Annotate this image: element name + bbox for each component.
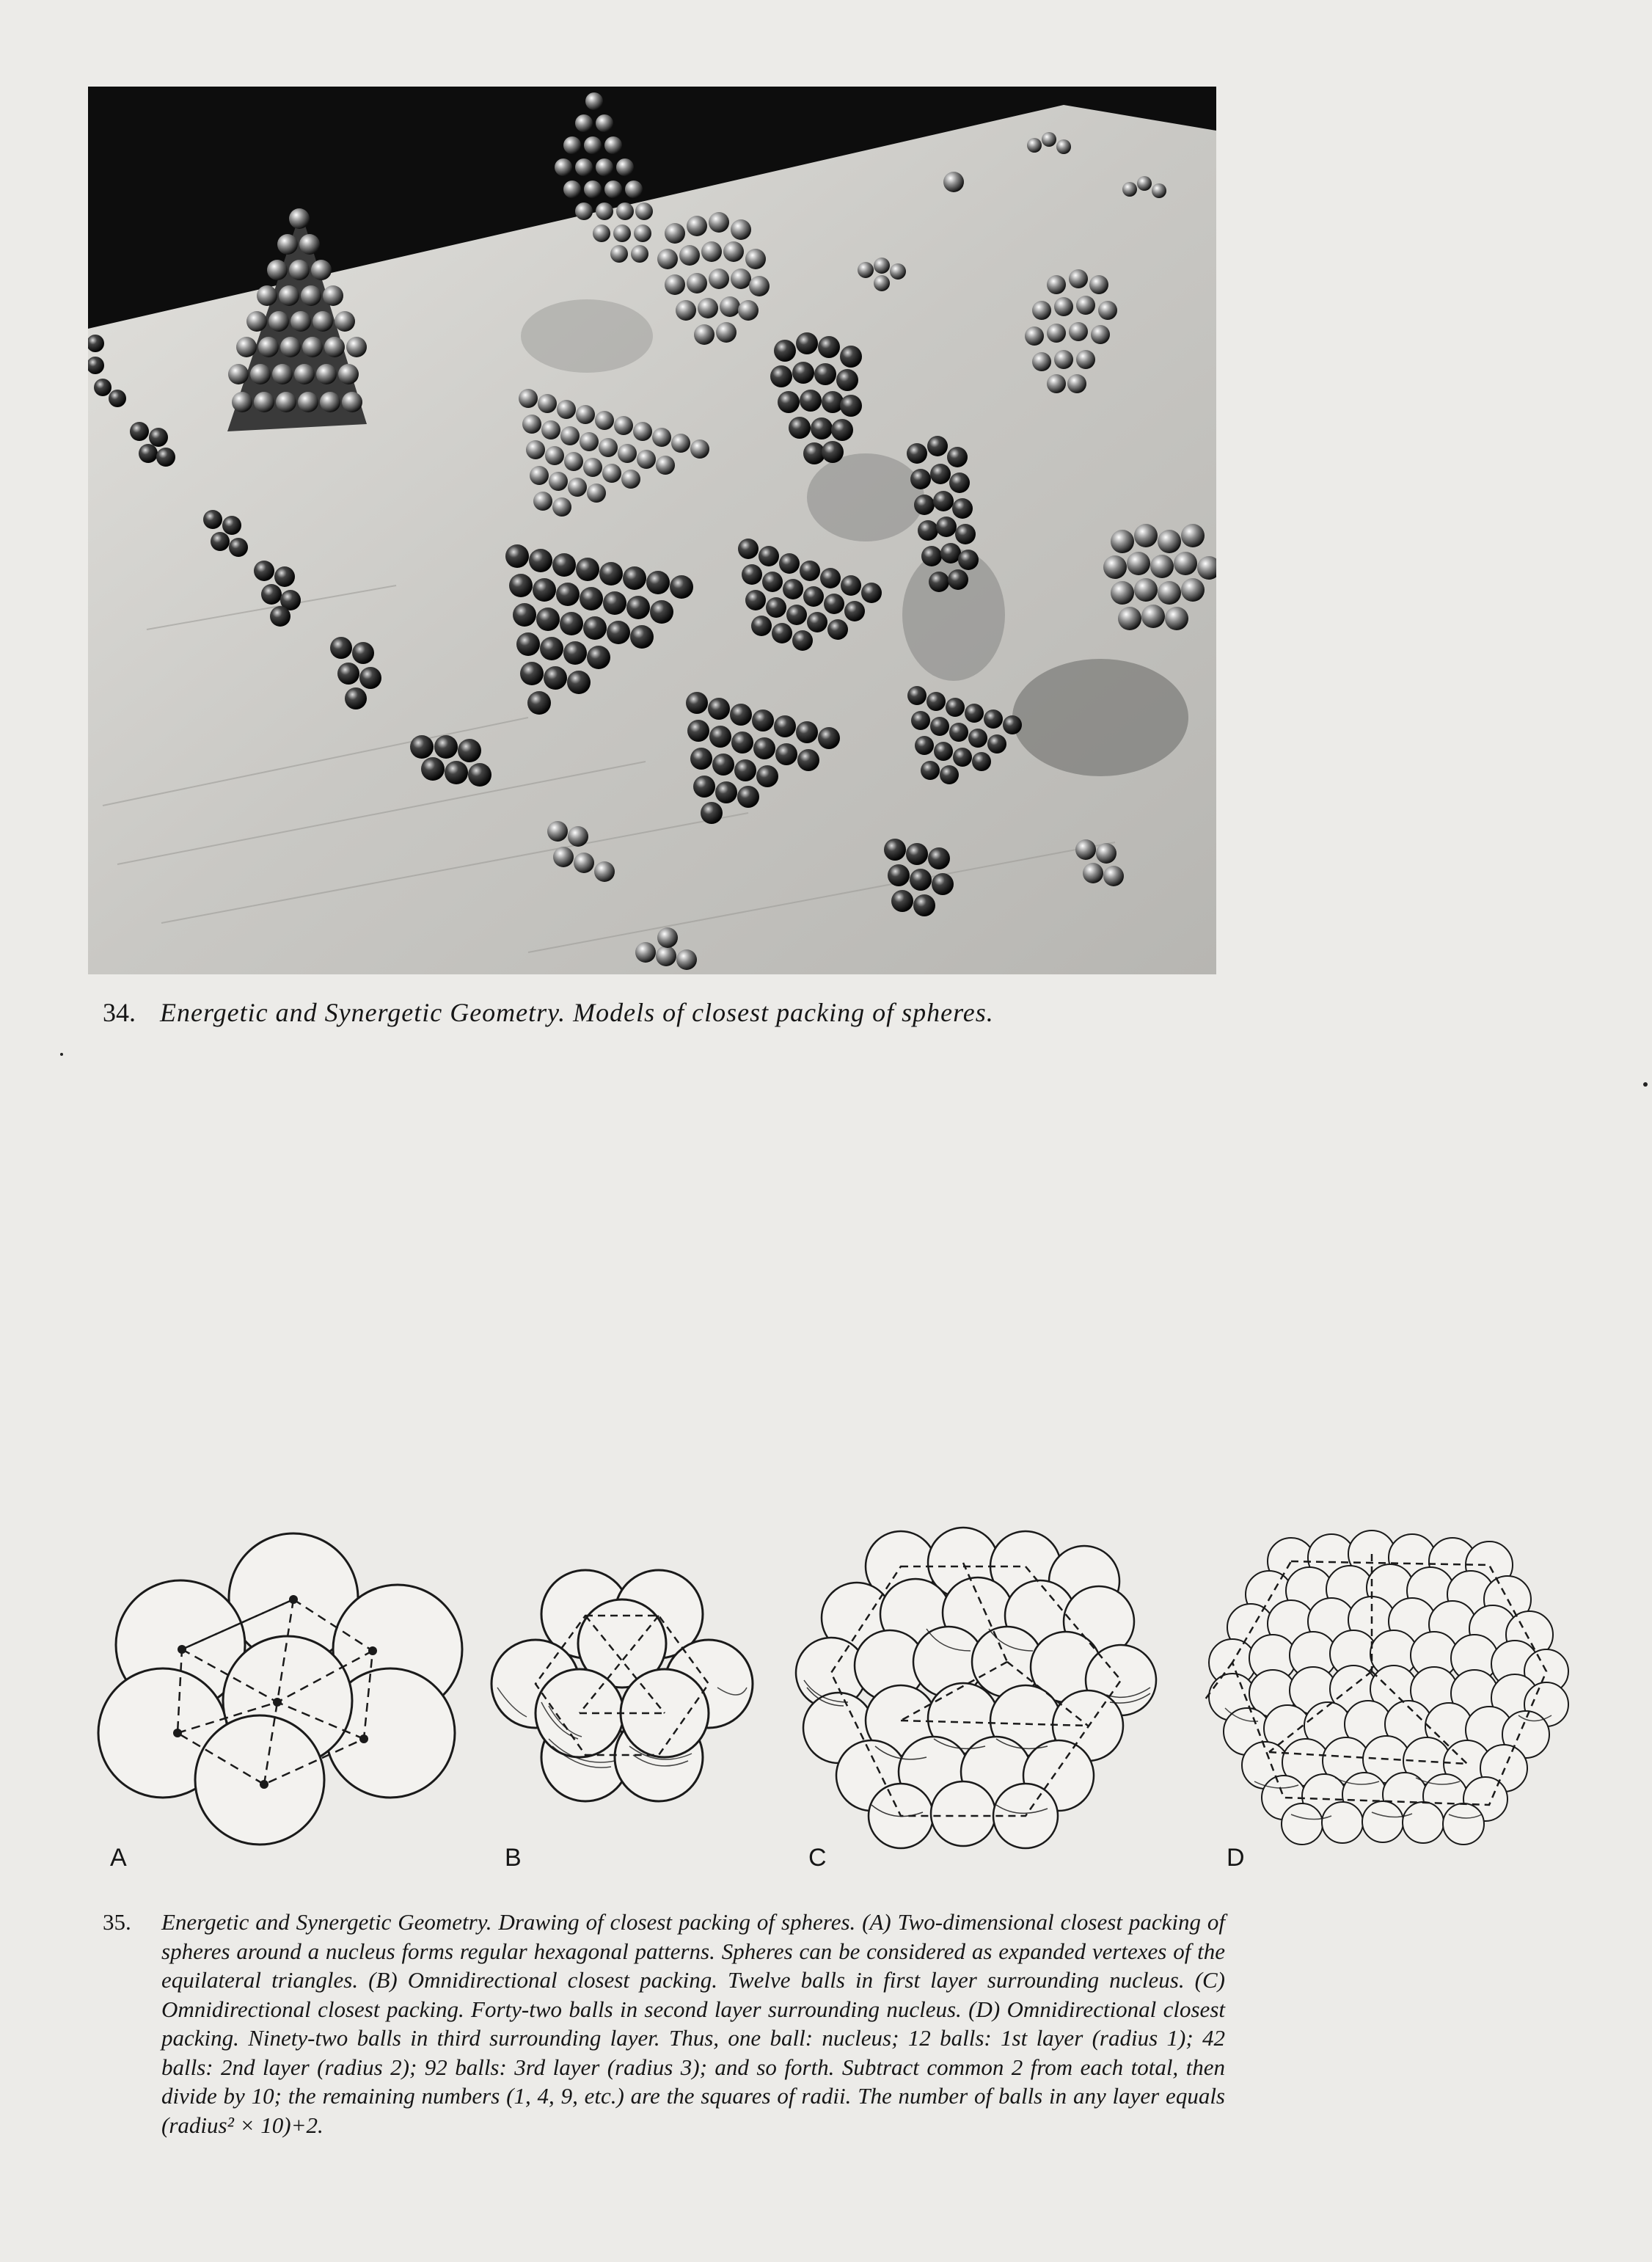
figure-34-caption bbox=[103, 996, 1276, 1029]
diagram-a-label: A bbox=[110, 1844, 127, 1872]
sphere-models-photo bbox=[88, 87, 1216, 974]
diagram-b-label: B bbox=[505, 1844, 522, 1872]
diagram-b bbox=[490, 1563, 754, 1805]
figure-35-text: Energetic and Synergetic Geometry. Drawing of closest packing of spheres. (A) Two-dimensional closest packing of spheres around a nucleus forms regular hexagonal patterns. Spheres can be considered as expanded vertexes of the equilateral triangles. (B) Omnidirectional closest packing. Twelve balls in first layer surrounding nucleus. (C) Omnidirectional closest packing. Forty-two balls in second layer surrounding nucleus. (D) Omnidirectional closest packing. Ninety-two balls in third surrounding layer. Thus, one ball: nucleus; 12 balls: 1st layer (radius 1); 42 balls: 2nd layer (radius 2); 92 balls: 3rd layer (radius 3); and so forth. Subtract common 2 from each total, then divide by 10; the remaining numbers (1, 4, 9, etc.) are the squares of radii. The number of balls in any layer equals (radius² × 10)+2. bbox=[161, 1909, 1225, 2138]
diagram-a-drawing bbox=[95, 1519, 462, 1842]
figure-34-number: 34. bbox=[103, 998, 136, 1027]
page-speck bbox=[60, 1053, 63, 1056]
diagram-a bbox=[95, 1519, 462, 1842]
diagram-c-label: C bbox=[808, 1844, 827, 1872]
diagram-c bbox=[798, 1526, 1158, 1849]
diagram-d-label: D bbox=[1227, 1844, 1245, 1872]
diagram-c-drawing bbox=[798, 1526, 1158, 1849]
diagram-d-drawing bbox=[1203, 1532, 1570, 1847]
figure-35-caption bbox=[103, 1908, 1225, 2139]
diagram-b-drawing bbox=[490, 1563, 754, 1805]
figure-34-text: Energetic and Synergetic Geometry. Models of closest packing of spheres. bbox=[160, 998, 994, 1027]
figure-35-number: 35. bbox=[103, 1909, 131, 1935]
diagram-d bbox=[1203, 1532, 1570, 1847]
photo-illustration bbox=[88, 87, 1216, 974]
page-speck bbox=[1643, 1082, 1648, 1087]
